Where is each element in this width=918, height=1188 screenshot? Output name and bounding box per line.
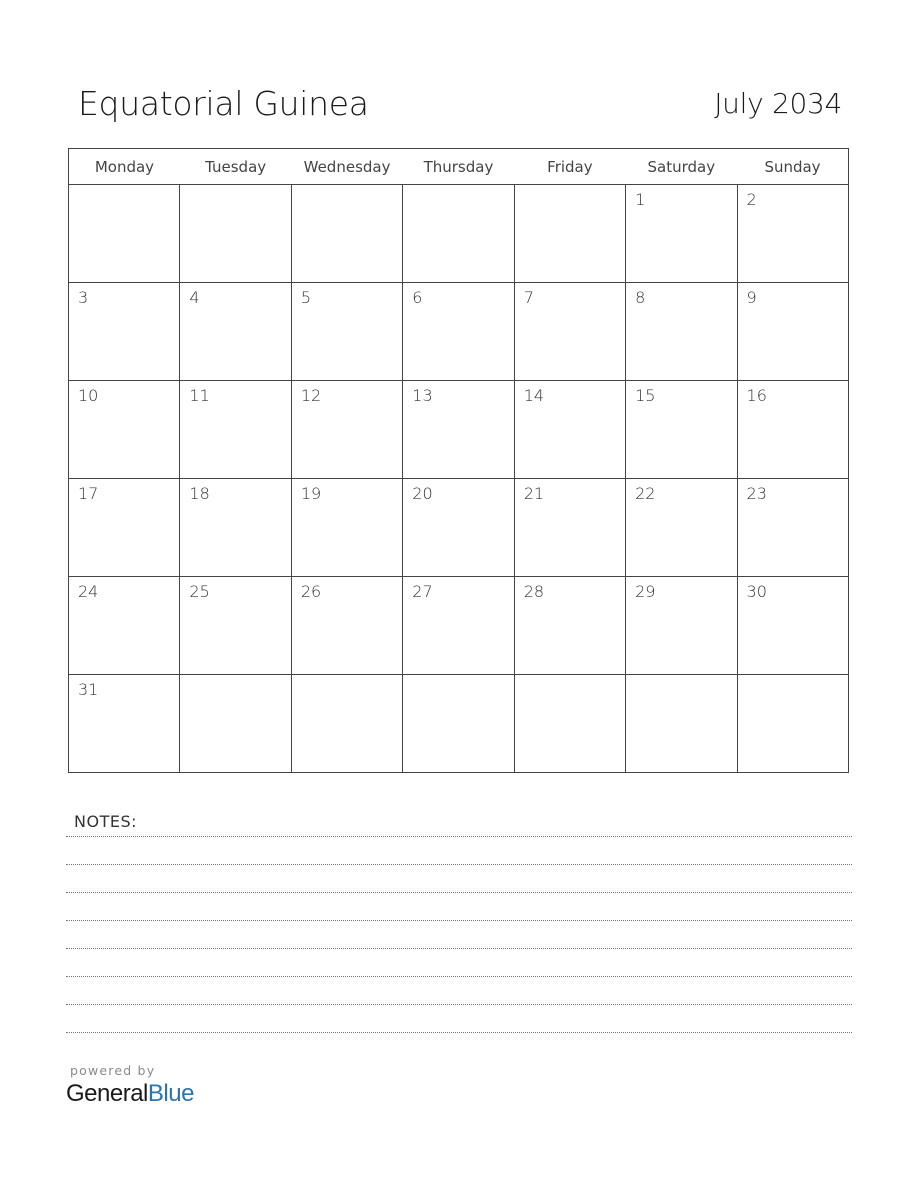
day-cell xyxy=(180,381,291,479)
note-line xyxy=(66,836,852,837)
notes-label: NOTES: xyxy=(74,812,137,831)
day-number: 7 xyxy=(523,288,534,307)
day-number: 9 xyxy=(746,288,757,307)
day-number: 12 xyxy=(300,386,322,405)
day-cell xyxy=(403,577,514,675)
day-cell xyxy=(626,479,737,577)
week-row xyxy=(69,675,849,773)
day-cell xyxy=(69,381,180,479)
day-number: 17 xyxy=(78,484,99,503)
day-number xyxy=(738,675,848,680)
week-row xyxy=(69,479,849,577)
day-number: 20 xyxy=(412,484,433,503)
day-cell xyxy=(69,479,180,577)
day-cell xyxy=(403,675,514,773)
note-line xyxy=(66,1032,852,1033)
day-number: 16 xyxy=(746,386,767,405)
day-number: 1 xyxy=(635,190,646,209)
day-cell xyxy=(69,185,180,283)
day-number: 26 xyxy=(300,582,322,601)
day-number: 31 xyxy=(78,680,99,699)
day-cell xyxy=(180,283,291,381)
day-number: 18 xyxy=(189,484,210,503)
day-number xyxy=(292,185,402,190)
day-cell xyxy=(737,675,848,773)
day-cell xyxy=(626,381,737,479)
day-number xyxy=(180,675,290,680)
month-year-title: July 2034 xyxy=(714,87,842,120)
day-number xyxy=(180,185,290,190)
day-number: 6 xyxy=(412,288,423,307)
day-number: 21 xyxy=(523,484,545,503)
note-line xyxy=(66,948,852,949)
day-cell xyxy=(403,381,514,479)
day-number xyxy=(69,185,179,190)
weekday-tuesday: Tuesday xyxy=(180,149,291,185)
country-title: Equatorial Guinea xyxy=(78,84,369,123)
day-cell xyxy=(514,381,625,479)
day-number: 25 xyxy=(189,582,210,601)
calendar-grid xyxy=(68,148,849,773)
note-line xyxy=(66,864,852,865)
day-cell xyxy=(180,185,291,283)
day-number: 11 xyxy=(189,386,210,405)
day-cell xyxy=(514,185,625,283)
day-cell xyxy=(291,479,402,577)
day-cell xyxy=(626,577,737,675)
day-cell xyxy=(514,577,625,675)
day-number: 24 xyxy=(78,582,99,601)
day-number: 5 xyxy=(300,288,312,307)
note-line xyxy=(66,976,852,977)
weekday-wednesday: Wednesday xyxy=(291,149,402,185)
day-cell xyxy=(291,381,402,479)
day-cell xyxy=(403,283,514,381)
note-line xyxy=(66,1004,852,1005)
day-cell xyxy=(291,283,402,381)
week-row xyxy=(69,381,849,479)
day-cell xyxy=(69,577,180,675)
day-cell xyxy=(180,479,291,577)
weekday-header-row xyxy=(69,149,849,185)
day-number xyxy=(626,675,736,680)
day-cell xyxy=(737,381,848,479)
weekday-sunday: Sunday xyxy=(737,149,848,185)
day-number: 13 xyxy=(412,386,433,405)
weekday-saturday: Saturday xyxy=(626,149,737,185)
day-cell xyxy=(291,577,402,675)
day-cell xyxy=(737,577,848,675)
day-number xyxy=(292,675,402,680)
day-number: 15 xyxy=(635,386,656,405)
brand-blue: Blue xyxy=(147,1080,194,1107)
weekday-friday: Friday xyxy=(514,149,625,185)
day-number: 14 xyxy=(523,386,545,405)
day-number: 3 xyxy=(78,288,89,307)
day-number: 4 xyxy=(189,288,200,307)
day-cell xyxy=(403,185,514,283)
brand-general: General xyxy=(66,1080,148,1107)
day-cell xyxy=(69,675,180,773)
day-cell xyxy=(737,185,848,283)
day-cell xyxy=(626,283,737,381)
week-row xyxy=(69,577,849,675)
week-row xyxy=(69,283,849,381)
weekday-monday: Monday xyxy=(69,149,180,185)
day-cell xyxy=(626,675,737,773)
day-number: 23 xyxy=(746,484,767,503)
day-cell xyxy=(180,577,291,675)
week-row xyxy=(69,185,849,283)
day-number xyxy=(403,185,513,190)
day-number: 19 xyxy=(300,484,322,503)
day-number: 2 xyxy=(746,190,757,209)
day-number xyxy=(403,675,513,680)
generalblue-logo[interactable] xyxy=(66,1080,194,1108)
day-cell xyxy=(514,283,625,381)
day-number: 29 xyxy=(635,582,656,601)
day-number: 22 xyxy=(635,484,656,503)
day-cell xyxy=(737,283,848,381)
day-cell xyxy=(737,479,848,577)
day-cell xyxy=(291,185,402,283)
day-number: 8 xyxy=(635,288,646,307)
day-cell xyxy=(514,479,625,577)
day-cell xyxy=(626,185,737,283)
day-number xyxy=(515,185,625,190)
note-line xyxy=(66,920,852,921)
day-cell xyxy=(403,479,514,577)
day-cell xyxy=(291,675,402,773)
powered-by-text: powered by xyxy=(70,1063,156,1078)
day-number: 10 xyxy=(78,386,99,405)
weekday-thursday: Thursday xyxy=(403,149,514,185)
day-number: 30 xyxy=(746,582,767,601)
day-number: 28 xyxy=(523,582,545,601)
day-cell xyxy=(180,675,291,773)
day-cell xyxy=(69,283,180,381)
note-line xyxy=(66,892,852,893)
day-number xyxy=(515,675,625,680)
day-cell xyxy=(514,675,625,773)
day-number: 27 xyxy=(412,582,433,601)
